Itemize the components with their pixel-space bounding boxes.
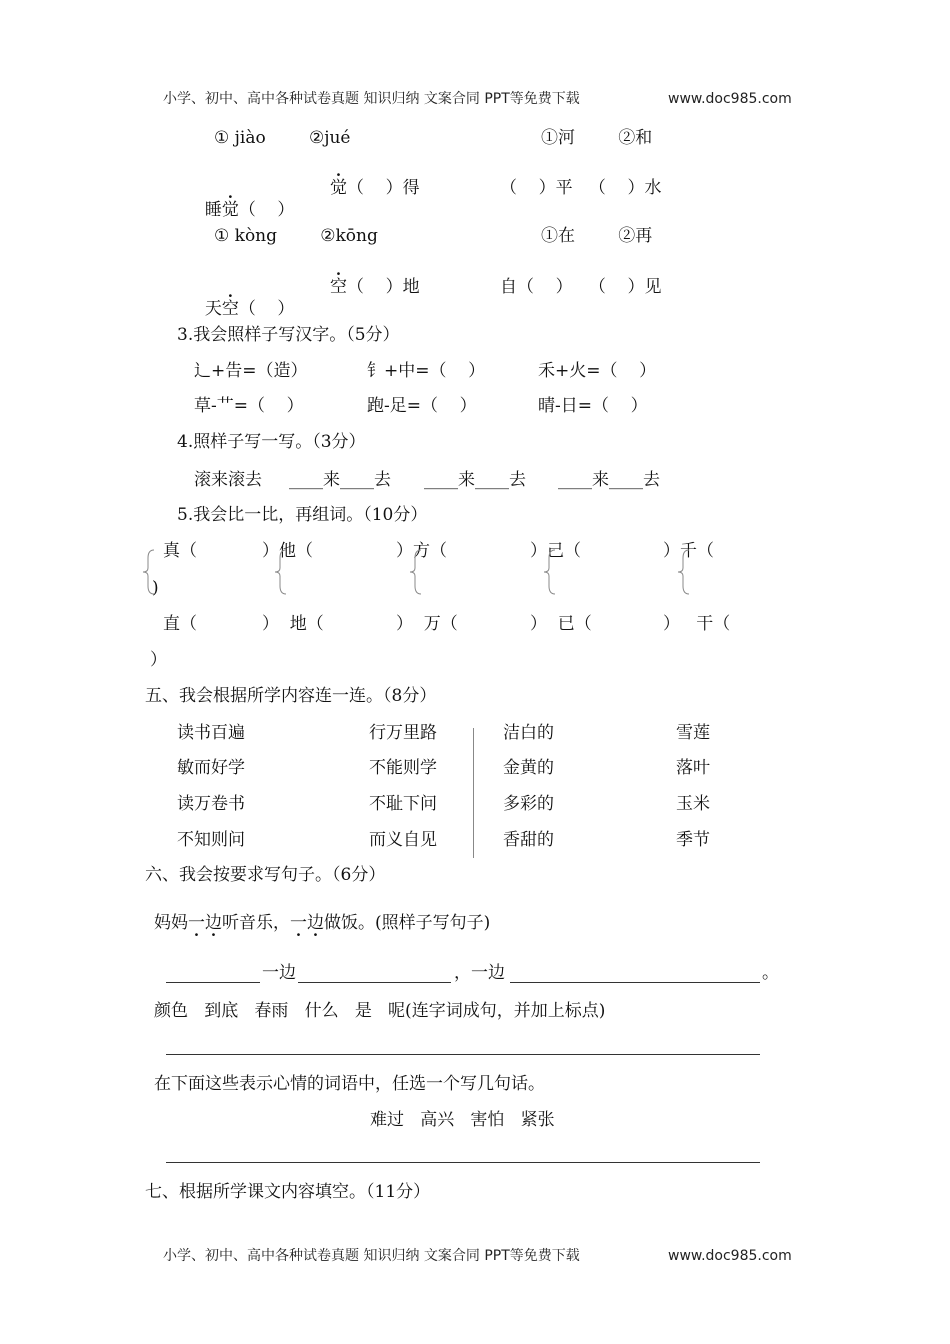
pinyin-options-1: ① jiào ②jué	[214, 128, 351, 148]
section-7-title: 七、根据所学课文内容填空。（11分）	[145, 1182, 431, 1202]
s6-q2: 颜色 到底 春雨 什么 是 呢(连字词成句，并加上标点)	[154, 1001, 606, 1021]
match-left-a: 读万卷书	[177, 794, 245, 814]
q5-top-word: 真（	[163, 541, 197, 561]
char-options-2: ①在 ②再	[541, 226, 653, 246]
section-5-title: 五、我会根据所学内容连一连。（8分）	[145, 686, 437, 706]
s6-blank-2[interactable]	[298, 982, 451, 983]
q5-bottom-word: 直（	[163, 614, 197, 634]
match-divider	[473, 728, 474, 858]
s6-example-sentence: 妈妈一边听音乐，一边做饭。(照样子写句子)	[154, 913, 491, 933]
match-right-b: 落叶	[676, 758, 710, 778]
footer-site: www.doc985.com	[668, 1248, 792, 1264]
q5-top-word: ）己（	[530, 541, 581, 561]
match-right-a: 多彩的	[503, 794, 554, 814]
q5-bottom-word: ） 干（	[663, 614, 731, 634]
header-text: 小学、初中、高中各种试卷真题 知识归纳 文案合同 PPT等免费下载	[163, 91, 580, 107]
s6-answer-line-1[interactable]	[166, 1054, 760, 1055]
match-left-b: 行万里路	[369, 723, 437, 743]
char-options-1: ①河 ②和	[541, 128, 653, 148]
match-right-a: 洁白的	[503, 723, 554, 743]
match-left-a: 读书百遍	[177, 723, 245, 743]
match-left-a: 敏而好学	[177, 758, 245, 778]
q5-title: 5.我会比一比，再组词。（10分）	[177, 505, 428, 525]
q5-bottom-word: ） 已（	[530, 614, 592, 634]
q5-top-tail: )	[152, 578, 159, 598]
q5-bottom-word: ） 万（	[396, 614, 458, 634]
s6-blank-3[interactable]	[510, 982, 760, 983]
match-left-b: 不能则学	[369, 758, 437, 778]
s6-mood-words: 难过 高兴 害怕 紧张	[370, 1110, 555, 1130]
word-kong-di: 空（ ）地	[330, 277, 420, 297]
q4-blank[interactable]: ____来____去	[558, 470, 660, 490]
pinyin-options-2: ① kòng ②kōng	[214, 226, 378, 246]
q5-top-word: ）千（	[663, 541, 714, 561]
q5-bottom-word: ） 地（	[262, 614, 324, 634]
q4-blank[interactable]: ____来____去	[424, 470, 526, 490]
q4-blank[interactable]: ____来____去	[289, 470, 391, 490]
word-tiankong: 天空（ ）	[204, 299, 295, 319]
word-ping-shui: （ ）平 （ ）水	[500, 178, 662, 198]
s6-fill-end: 。	[762, 963, 779, 983]
match-right-b: 玉米	[676, 794, 710, 814]
word-zai-jian: 自（ ） （ ）见	[500, 277, 662, 297]
q3-item: 跑-足=（ ）	[367, 396, 477, 416]
s6-q3: 在下面这些表示心情的词语中，任选一个写几句话。	[154, 1074, 545, 1094]
match-left-b: 不耻下问	[369, 794, 437, 814]
match-right-b: 雪莲	[676, 723, 710, 743]
q3-title: 3.我会照样子写汉字。（5分）	[177, 325, 400, 345]
q3-item: 草-艹=（ ）	[194, 396, 304, 416]
match-left-b: 而义自见	[369, 830, 437, 850]
q4-title: 4.照样子写一写。（3分）	[177, 432, 366, 452]
header-site: www.doc985.com	[668, 91, 792, 107]
q5-braces	[140, 548, 730, 596]
q5-top-word: ）方（	[396, 541, 447, 561]
match-left-a: 不知则问	[177, 830, 245, 850]
word-shuijiao: 睡觉（ ）	[204, 200, 295, 220]
q4-example: 滚来滚去	[194, 470, 262, 490]
q3-item: 禾+火=（ ）	[538, 361, 657, 381]
match-right-a: 金黄的	[503, 758, 554, 778]
footer-text: 小学、初中、高中各种试卷真题 知识归纳 文案合同 PPT等免费下载	[163, 1248, 580, 1264]
s6-answer-line-2[interactable]	[166, 1162, 760, 1163]
section-6-title: 六、我会按要求写句子。（6分）	[145, 865, 386, 885]
word-jue-de: 觉（ ）得	[330, 178, 420, 198]
s6-fill-a: 一边	[262, 963, 296, 983]
q3-item: 晴-日=（ ）	[538, 396, 648, 416]
s6-blank-1[interactable]	[166, 982, 260, 983]
match-right-b: 季节	[676, 830, 710, 850]
s6-fill-b: ，一边	[454, 963, 505, 983]
q3-item: 钅+中=（ ）	[367, 361, 486, 381]
q3-item: 辶+告=（造）	[194, 361, 308, 381]
q5-bottom-tail: ）	[150, 650, 167, 670]
q5-top-word: ）他（	[262, 541, 313, 561]
match-right-a: 香甜的	[503, 830, 554, 850]
